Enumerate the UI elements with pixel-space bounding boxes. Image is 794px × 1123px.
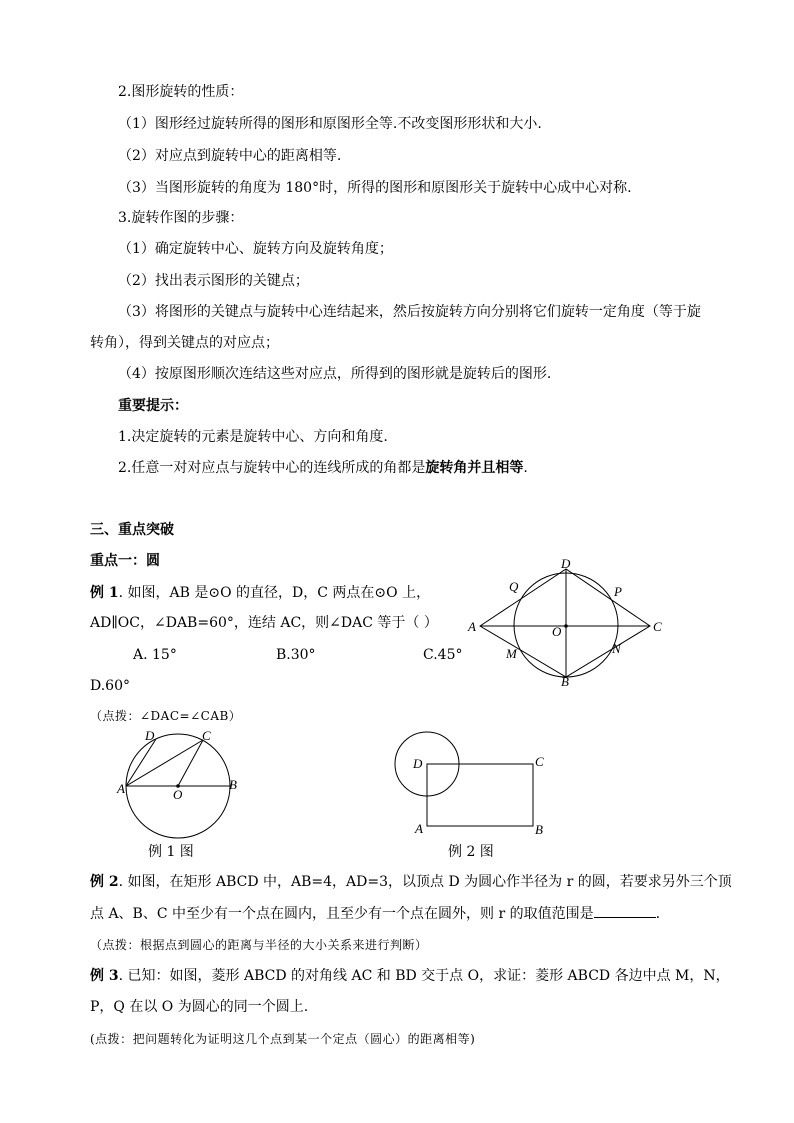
- example-1-line-2: AD∥OC，∠DAB=60°，连结 AC，则∠DAC 等于（ ）: [90, 615, 438, 631]
- rhombus-figure: [460, 555, 670, 690]
- property-1: （1）图形经过旋转所得的图形和原图形全等.不改变图形形状和大小.: [118, 116, 542, 132]
- example-2-text-2: 点 A、B、C 中至少有一个点在圆内，且至少有一个点在圆外，则 r 的取值范围是: [90, 906, 594, 922]
- step-3-continued: 转角），得到关键点的对应点；: [90, 335, 279, 351]
- option-b: B.30°: [276, 647, 316, 663]
- example-3-line-2: P，Q 在以 O 为圆心的同一个圆上.: [90, 999, 309, 1015]
- chord-ac: [126, 740, 203, 786]
- section-title: 三、重点突破: [90, 522, 174, 538]
- tip-1: 1.决定旋转的元素是旋转中心、方向和角度.: [118, 429, 388, 445]
- tip-2-end: .: [523, 460, 528, 476]
- tip-2: [118, 459, 528, 477]
- tip-2-text: 2.任意一对对应点与旋转中心的连线所成的角都是: [118, 460, 426, 476]
- example-2-figure: [390, 730, 560, 840]
- example-3-label: 例 3: [90, 968, 119, 984]
- example-1-label: 例 1: [90, 585, 119, 601]
- properties-title: 2.图形旋转的性质：: [118, 84, 244, 100]
- option-c: C.45°: [423, 647, 463, 663]
- label-m: M: [506, 646, 517, 661]
- example-1-hint: （点拨：∠DAC=∠CAB）: [90, 709, 242, 723]
- example-1-text: . 如图，AB 是⊙O 的直径，D，C 两点在⊙O 上，: [118, 585, 431, 601]
- step-3: （3）将图形的关键点与旋转中心连结起来，然后按旋转方向分别将它们旋转一定角度（等于旋: [118, 304, 701, 320]
- fig2-label-c: C: [535, 754, 544, 769]
- label-o: O: [552, 624, 562, 639]
- example-3-line-1: [90, 967, 730, 985]
- label-p: P: [614, 584, 622, 599]
- option-d: D.60°: [90, 678, 130, 694]
- fig1-label-b: B: [229, 777, 237, 792]
- example-3-hint: (点拨：把问题转化为证明这几个点到某一个定点（圆心）的距离相等): [90, 1032, 476, 1046]
- center-point: [564, 624, 568, 628]
- property-3: （3）当图形旋转的角度为 180°时，所得的图形和原图形关于旋转中心成中心对称.: [118, 180, 632, 196]
- answer-blank[interactable]: [594, 905, 656, 918]
- example-2-label: 例 2: [90, 874, 119, 890]
- chord-ad: [126, 739, 156, 786]
- option-a: A. 15°: [133, 647, 177, 663]
- example-1-caption: 例 1 图: [148, 844, 194, 860]
- label-q: Q: [509, 579, 519, 594]
- example-2-caption: 例 2 图: [448, 844, 494, 860]
- fig2-label-a: A: [415, 821, 423, 836]
- step-2: （2）找出表示图形的关键点；: [118, 273, 309, 289]
- fig2-rectangle: [427, 764, 533, 826]
- key-point-title: 重点一：圆: [90, 553, 160, 569]
- fig2-label-d: D: [413, 756, 423, 771]
- label-n: N: [612, 641, 621, 656]
- example-2-end: .: [655, 906, 661, 922]
- example-2-text: . 如图，在矩形 ABCD 中，AB=4，AD=3，以顶点 D 为圆心作半径为 r 的圆，若要求另外三个顶: [118, 874, 732, 890]
- example-1-figure: [115, 725, 245, 845]
- fig1-label-c: C: [202, 728, 211, 743]
- tips-title: 重要提示：: [118, 398, 188, 414]
- example-2-line-2: [90, 905, 660, 923]
- tip-2-emphasis: 旋转角并且相等: [425, 460, 524, 476]
- fig1-label-d: D: [145, 728, 155, 743]
- label-b: B: [561, 674, 569, 689]
- label-a: A: [468, 619, 476, 634]
- fig2-label-b: B: [535, 822, 543, 837]
- step-1: （1）确定旋转中心、旋转方向及旋转角度；: [118, 241, 393, 257]
- fig1-label-o: O: [173, 787, 183, 802]
- label-c: C: [653, 619, 662, 634]
- steps-title: 3.旋转作图的步骤：: [118, 210, 244, 226]
- fig1-label-a: A: [117, 781, 125, 796]
- step-4: （4）按原图形顺次连结这些对应点，所得到的图形就是旋转后的图形.: [118, 366, 552, 382]
- example-2-hint: （点拨：根据点到圆心的距离与半径的大小关系来进行判断）: [90, 938, 428, 952]
- example-1-line-1: [90, 584, 430, 602]
- example-2-line-1: [90, 873, 732, 891]
- property-2: （2）对应点到旋转中心的距离相等.: [118, 148, 342, 164]
- label-d: D: [561, 556, 571, 571]
- example-3-text: . 已知：如图，菱形 ABCD 的对角线 AC 和 BD 交于点 O，求证：菱形 ABCD 各边中点 M，N，: [118, 968, 730, 984]
